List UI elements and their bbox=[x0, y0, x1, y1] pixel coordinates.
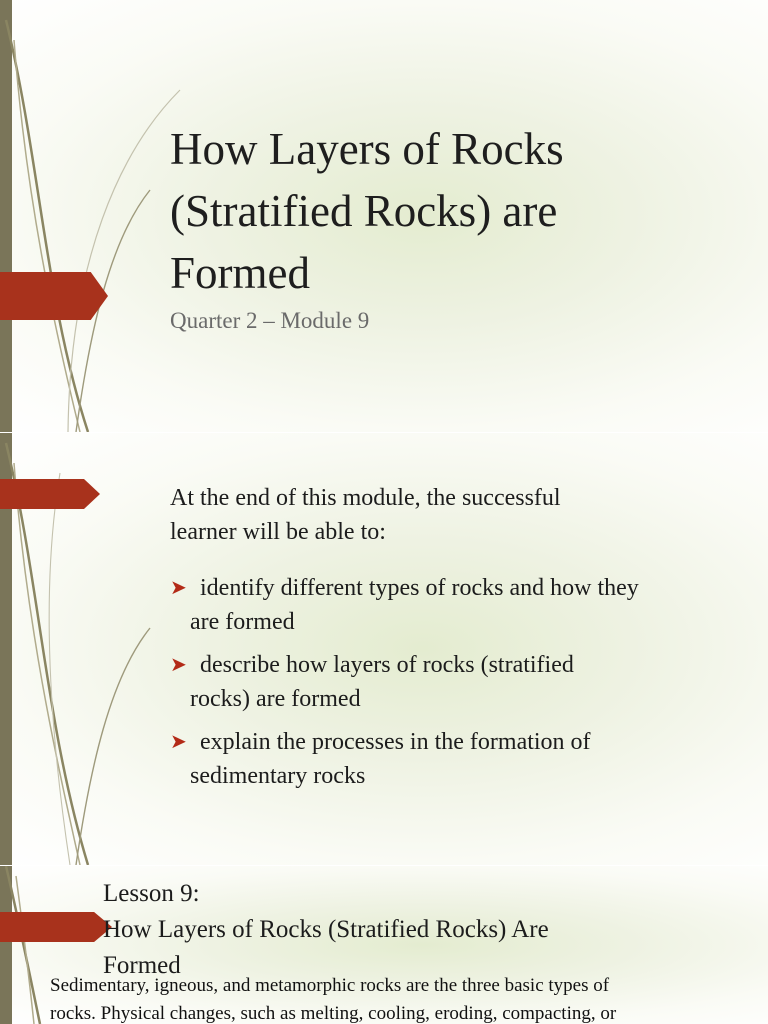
body-line: rocks. Physical changes, such as melting, cooling, eroding, compacting, or bbox=[50, 1003, 617, 1024]
accent-tab bbox=[0, 912, 112, 942]
side-bar bbox=[0, 866, 12, 1024]
arrow-bullet-icon: ➤ bbox=[170, 731, 187, 753]
objectives-intro bbox=[170, 481, 710, 549]
objective-line: identify different types of rocks and how they bbox=[200, 575, 639, 601]
accent-tab bbox=[0, 272, 108, 320]
intro-line: At the end of this module, the successful bbox=[170, 485, 561, 511]
lesson-heading bbox=[103, 876, 743, 984]
lesson-title-line: How Layers of Rocks (Stratified Rocks) Are bbox=[103, 916, 549, 943]
slide-title bbox=[170, 118, 730, 304]
objectives-slide bbox=[0, 433, 768, 865]
slide-subtitle: Quarter 2 – Module 9 bbox=[170, 308, 370, 333]
objective-line: sedimentary rocks bbox=[190, 763, 366, 789]
objectives-list bbox=[170, 571, 740, 802]
title-line: How Layers of Rocks bbox=[170, 124, 564, 174]
objective-line: describe how layers of rocks (stratified bbox=[200, 652, 574, 678]
accent-tab bbox=[0, 479, 100, 509]
lesson-body bbox=[50, 972, 750, 1024]
title-line: Formed bbox=[170, 248, 310, 298]
objective-line: rocks) are formed bbox=[190, 686, 361, 712]
list-item bbox=[170, 648, 740, 716]
title-line: (Stratified Rocks) are bbox=[170, 186, 558, 236]
lesson-title-line: Formed bbox=[103, 952, 181, 979]
body-line: Sedimentary, igneous, and metamorphic rocks are the three basic types of bbox=[50, 975, 610, 996]
lesson-slide bbox=[0, 866, 768, 1024]
list-item bbox=[170, 571, 740, 639]
intro-line: learner will be able to: bbox=[170, 519, 386, 545]
list-item bbox=[170, 725, 740, 793]
objective-line: are formed bbox=[190, 609, 295, 635]
arrow-bullet-icon: ➤ bbox=[170, 654, 187, 676]
objective-line: explain the processes in the formation of bbox=[200, 729, 591, 755]
side-bar bbox=[0, 0, 12, 432]
lesson-label: Lesson 9: bbox=[103, 880, 200, 907]
arrow-bullet-icon: ➤ bbox=[170, 577, 187, 599]
title-slide bbox=[0, 0, 768, 432]
